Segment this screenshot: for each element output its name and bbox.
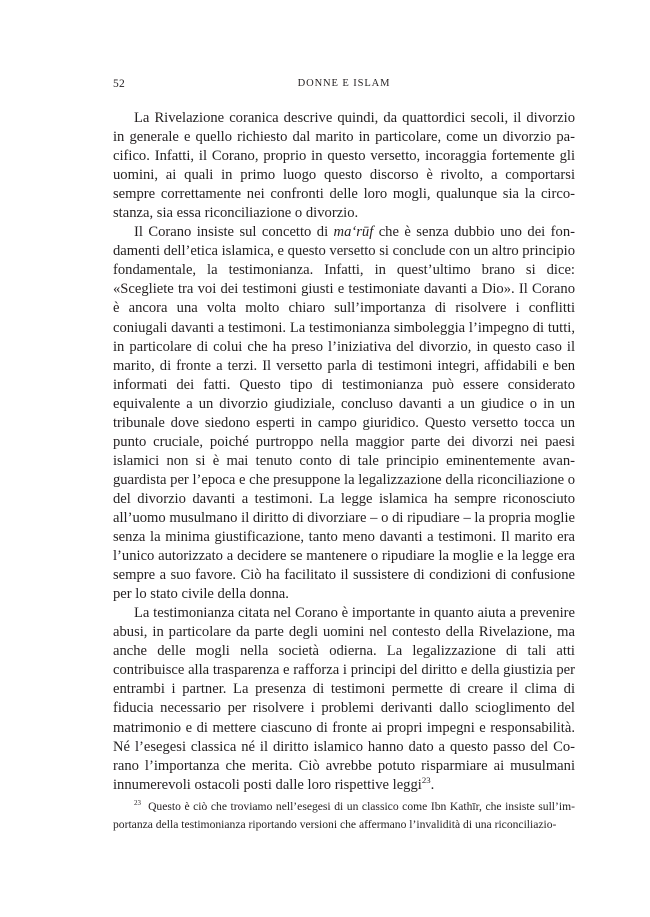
paragraph-1: La Rivelazione coranica descrive quindi, da quattordici secoli, il divorzio in generale e quello richiesto dal marito in particolare, come un divorzio pacifico. Infatti, il Corano, proprio in questo versetto, incoraggia fortemente gli uomini, ai quali in primo luogo questo discorso è rivolto, a comportarsi sempre correttamente nei confronti delle loro mogli, qualunque sia la circostanza, sia essa riconciliazione o divorzio. bbox=[113, 110, 575, 222]
footnote-number: 23 bbox=[134, 799, 141, 808]
footnote-text: Questo è ciò che troviamo nell’esegesi di un classico come Ibn Kathīr, che insiste sull’importanza della testimonianza riportando versioni che affermano l’invalidità di una riconciliazio- bbox=[113, 800, 575, 831]
paragraph-3-text: La testimonianza citata nel Corano è importante in quanto aiuta a prevenire abusi, in particolare da parte degli uomini nel contesto della Rivelazione, ma anche delle mogli nella società odierna. La legalizzazione di tali atti contribuisce alla trasparenza e rafforza i principi del diritto e della giustizia per entrambi i partner. La presenza di testimoni permette di creare il clima di fiducia necessario per risolvere i problemi derivanti dallo scioglimento del matrimonio e di mettere ciascuno di fronte ai propri impegni e responsabilità. Né l’esegesi classica né il diritto islamico hanno dato a questo passo del Corano l’importanza che merita. Ciò avrebbe potuto risparmiare ai musulmani innumerevoli ostacoli posti dalle loro rispettive leggi bbox=[113, 605, 575, 793]
paragraph-2 bbox=[113, 223, 575, 604]
page-number: 52 bbox=[113, 78, 126, 90]
running-head: DONNE E ISLAM bbox=[297, 78, 391, 89]
page-header bbox=[113, 78, 575, 94]
term-maruf: ma‘rūf bbox=[333, 224, 374, 241]
main-text bbox=[113, 109, 575, 795]
paragraph-2-start: Il Corano insiste sul concetto di bbox=[134, 224, 334, 241]
paragraph-2-rest: che è senza dubbio uno dei fondamenti dell’etica islamica, e questo versetto si conclude con un altro principio fondamentale, la testimonianza. Infatti, in quest’ultimo brano si dice: «Scegliete tra voi dei testimoni giusti e testimoniate davanti a Dio». Il Corano è ancora una volta molto chiaro sull’importanza di risolvere i conflitti coniugali davanti a testimoni. La testimonianza simboleggia l’impegno di tutti, in particolare di colui che ha preso l’iniziativa del divorzio, in questo caso il marito, di fronte a terzi. Il versetto parla di testimoni integri, affidabili e ben informati dei fatti. Questo tipo di testimonianza può essere considerato equivalente a un divorzio giudiziale, concluso davanti a un giudice o in un tribunale dove siedono esperti in campo giuridico. Questo versetto tocca un punto cruciale, poiché purtroppo nella maggior parte dei divorzi nei paesi islamici non si è mai tenuto conto di tale principio eminentemente avanguardista per l’epoca e che presuppone la legalizzazione della riconciliazione o del divorzio davanti a testimoni. La legge islamica ha sempre riconosciuto all’uomo musulmano il diritto di divorziare – o di ripudiare – la propria moglie senza la minima giustificazione, tanto meno davanti a testimoni. Il marito era l’unico autorizzato a decidere se mantenere o ripudiare la moglie e la legge era sempre a suo favore. Ciò ha facilitato il sussistere di condizioni di confusione per lo stato civile della donna. bbox=[113, 224, 575, 603]
paragraph-3 bbox=[113, 604, 575, 794]
footnote bbox=[113, 798, 575, 834]
footnote-reference[interactable]: 23 bbox=[421, 774, 431, 785]
paragraph-3-end: . bbox=[430, 776, 435, 793]
